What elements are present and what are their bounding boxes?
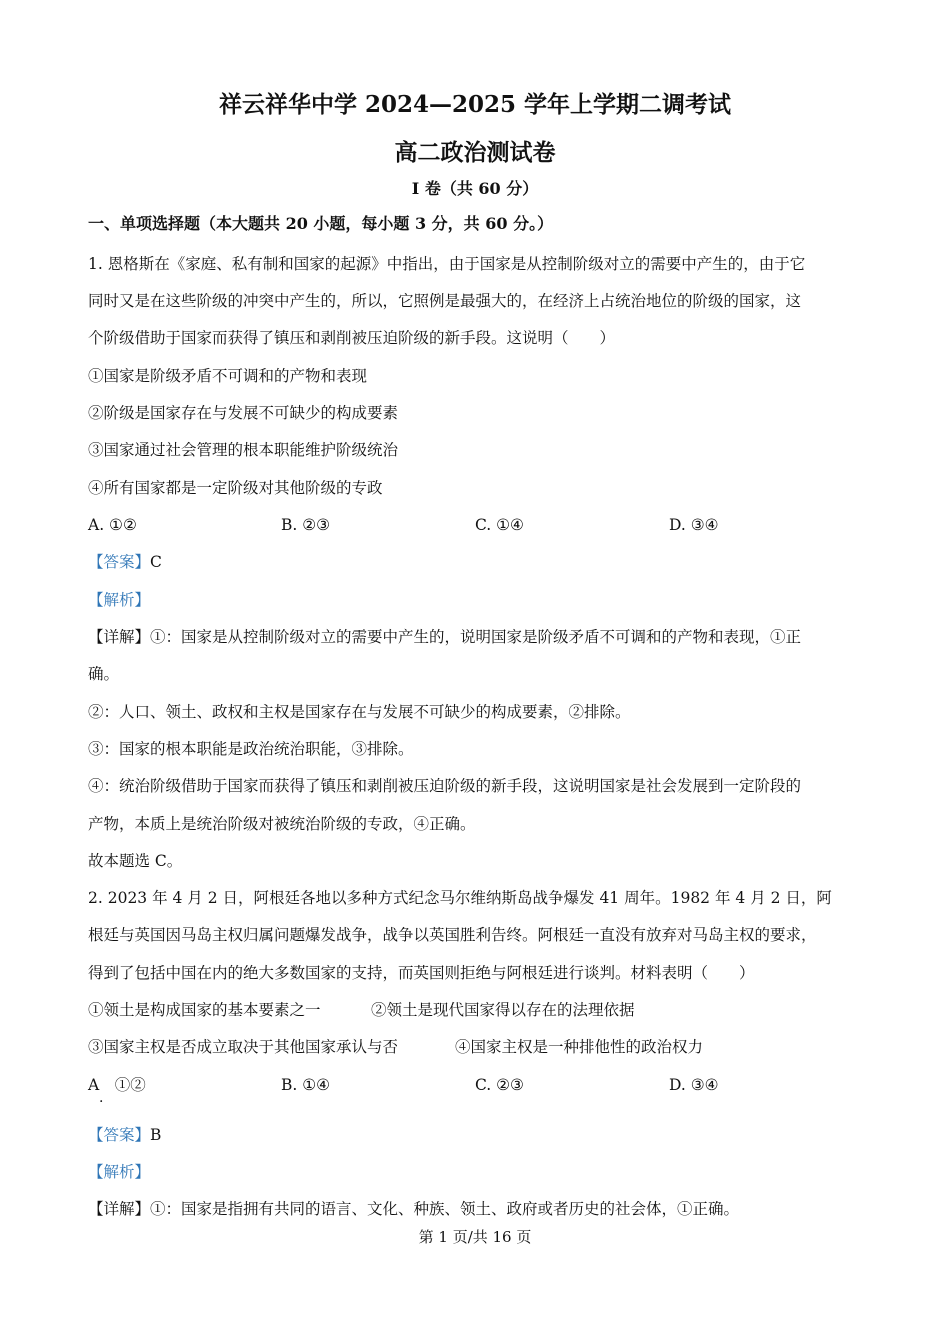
q1-answer xyxy=(88,552,162,572)
q2-item: ②领土是现代国家得以存在的法理依据 xyxy=(371,1001,635,1019)
answer-value: B xyxy=(150,1126,162,1144)
q1-stem-line: 1. 恩格斯在《家庭、私有制和国家的起源》中指出，由于国家是从控制阶级对立的需要中产生的，由于它 xyxy=(88,255,806,273)
q2-stem-line: 得到了包括中国在内的绝大多数国家的支持，而英国则拒绝与阿根廷进行谈判。材料表明（ ） xyxy=(88,964,755,982)
q2-option-d: D. ③④ xyxy=(669,1076,719,1094)
section-heading: 一、单项选择题（本大题共 20 小题，每小题 3 分，共 60 分。） xyxy=(88,214,554,233)
q1-stem-line: 同时又是在这些阶级的冲突中产生的，所以，它照例是最强大的，在经济上占统治地位的阶级的国家，这 xyxy=(88,292,802,310)
exam-title: 祥云祥华中学 2024—2025 学年上学期二调考试 xyxy=(218,91,732,118)
q1-detail-line: 故本题选 C。 xyxy=(88,852,183,870)
q1-option-d: D. ③④ xyxy=(669,516,719,534)
answer-value: C xyxy=(150,553,162,571)
answer-tag: 【答案】 xyxy=(88,553,151,571)
q2-stem-line: 根廷与英国因马岛主权归属问题爆发战争，战争以英国胜利告终。阿根廷一直没有放弃对马岛主权的要求， xyxy=(88,926,817,944)
analysis-tag: 【解析】 xyxy=(88,1163,151,1181)
q1-detail-line: ④：统治阶级借助于国家而获得了镇压和剥削被压迫阶级的新手段，这说明国家是社会发展到一定阶段的 xyxy=(88,777,802,795)
q2-option-a: A ①② xyxy=(88,1076,146,1094)
q1-item: ④所有国家都是一定阶级对其他阶级的专政 xyxy=(88,479,383,497)
q1-detail-line: ②：人口、领土、政权和主权是国家存在与发展不可缺少的构成要素，②排除。 xyxy=(88,703,631,721)
analysis-tag: 【解析】 xyxy=(88,591,151,609)
q1-option-c: C. ①④ xyxy=(475,516,524,534)
detail-tag: 【详解】 xyxy=(88,628,151,646)
detail-text: ①：国家是指拥有共同的语言、文化、种族、领土、政府或者历史的社会体，①正确。 xyxy=(150,1200,740,1218)
q1-item: ①国家是阶级矛盾不可调和的产物和表现 xyxy=(88,367,368,385)
page-footer: 第 1 页/共 16 页 xyxy=(418,1228,532,1246)
q1-option-b: B. ②③ xyxy=(281,516,331,534)
exam-subtitle: 高二政治测试卷 xyxy=(394,139,556,166)
q1-option-a: A. ①② xyxy=(88,516,137,534)
option-dot: · xyxy=(99,1094,104,1110)
answer-tag: 【答案】 xyxy=(88,1126,151,1144)
detail-text: ①：国家是从控制阶级对立的需要中产生的，说明国家是阶级矛盾不可调和的产物和表现，①正 xyxy=(150,628,802,646)
part-heading: I 卷（共 60 分） xyxy=(411,179,539,198)
detail-tag: 【详解】 xyxy=(88,1200,151,1218)
q1-detail-line: ③：国家的根本职能是政治统治职能，③排除。 xyxy=(88,740,414,758)
q1-detail-line: 产物，本质上是统治阶级对被统治阶级的专政，④正确。 xyxy=(88,815,476,833)
q2-item: ④国家主权是一种排他性的政治权力 xyxy=(455,1038,704,1056)
q1-detail-line: 确。 xyxy=(88,665,120,683)
q2-answer xyxy=(88,1125,161,1145)
q2-option-c: C. ②③ xyxy=(475,1076,524,1094)
q2-detail-line xyxy=(88,1199,739,1219)
q1-stem-line: 个阶级借助于国家而获得了镇压和剥削被压迫阶级的新手段。这说明（ ） xyxy=(88,329,616,347)
q2-option-b: B. ①④ xyxy=(281,1076,331,1094)
q1-item: ②阶级是国家存在与发展不可缺少的构成要素 xyxy=(88,404,399,422)
q2-stem-line: 2. 2023 年 4 月 2 日，阿根廷各地以多种方式纪念马尔维纳斯岛战争爆发 41 周年。1982 年 4 月 2 日，阿 xyxy=(88,889,832,907)
q2-item: ③国家主权是否成立取决于其他国家承认与否 xyxy=(88,1038,399,1056)
q1-detail-line xyxy=(88,627,801,647)
q1-item: ③国家通过社会管理的根本职能维护阶级统治 xyxy=(88,441,399,459)
q2-item: ①领土是构成国家的基本要素之一 xyxy=(88,1001,321,1019)
